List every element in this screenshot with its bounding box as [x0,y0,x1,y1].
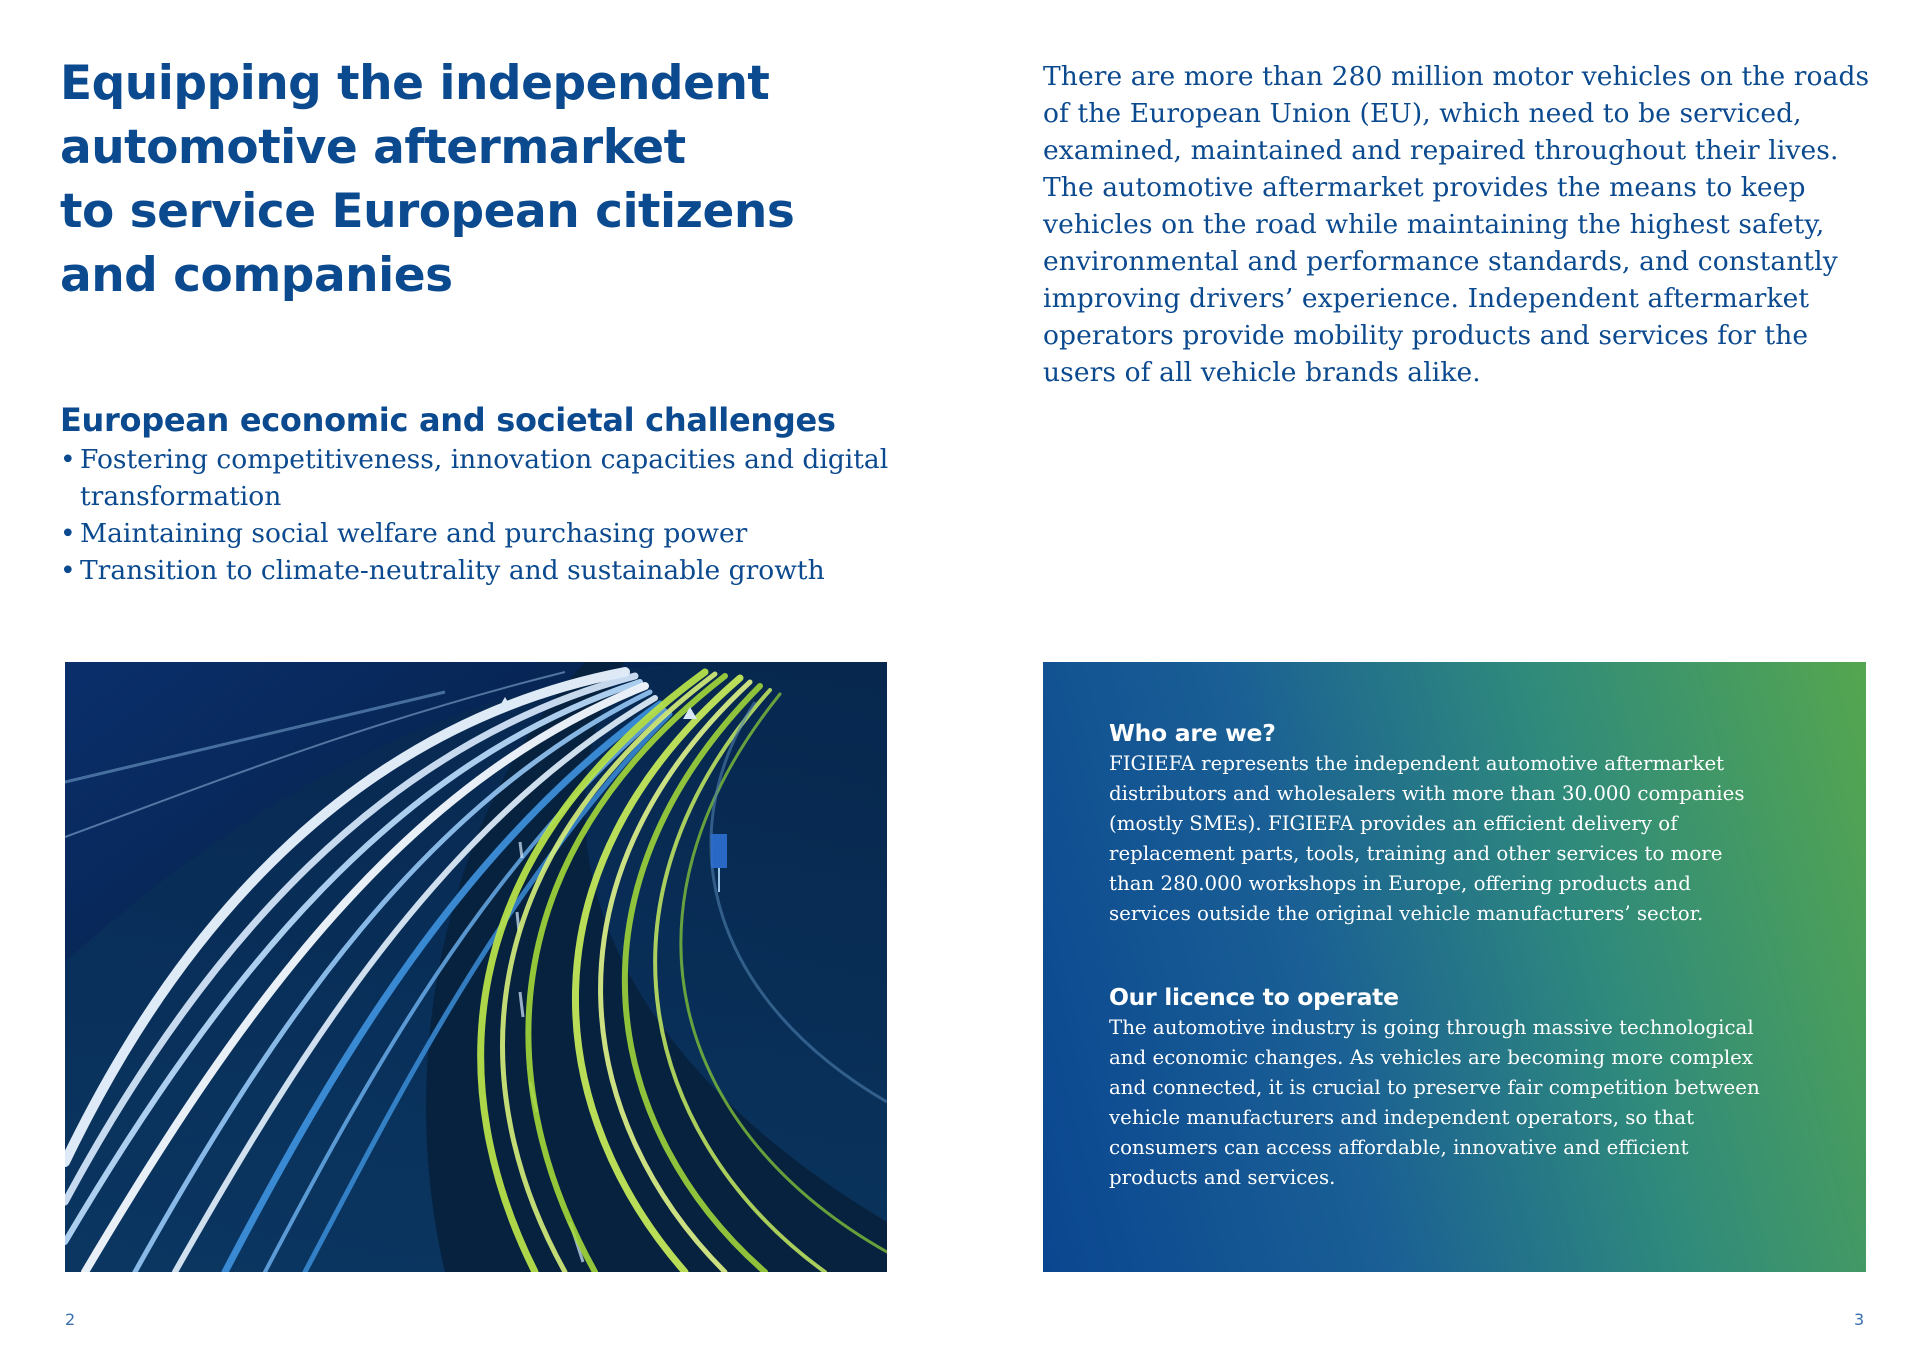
title-line: Equipping the independent [60,56,770,111]
bullet-icon: • [60,518,76,549]
list-item-text: Fostering competitiveness, innovation capacities and digital transformation [80,444,889,512]
title-line: and companies [60,248,453,303]
bullet-icon: • [60,555,76,586]
list-item [60,552,900,589]
intro-paragraph: There are more than 280 million motor vehicles on the roads of the European Union (EU), which need to be serviced, examined, maintained and repaired throughout their lives. The automotive aftermarket provides the means to keep vehicles on the road while maintaining the highest safety, environmental and performance standards, and constantly improving drivers’ experience. Independent aftermarket operators provide mobility products and services for the users of all vehicle brands alike. [1043,61,1870,388]
list-item-text: Maintaining social welfare and purchasing power [80,518,748,549]
highway-photo-illustration [65,662,887,1272]
challenges-list [60,441,900,589]
highway-light-trails-photo [65,662,887,1272]
list-item [60,515,900,552]
title-line: automotive aftermarket [60,120,686,175]
page-number-right: 3 [1854,1310,1865,1329]
who-are-we-text: FIGIEFA represents the independent automotive aftermarket distributors and wholesalers with more than 30.000 companies (mostly SMEs). FIGIEFA provides an efficient delivery of replacement parts, tools, training and other services to more than 280.000 workshops in Europe, offering products and services outside the original vehicle manufacturers’ sector. [1109,752,1745,925]
licence-heading: Our licence to operate [1109,983,1399,1011]
list-item-text: Transition to climate-neutrality and sustainable growth [80,555,825,586]
title-line: to service European citizens [60,184,795,239]
who-are-we-heading: Who are we? [1109,719,1276,747]
licence-text: The automotive industry is going through massive technological and economic changes. As vehicles are becoming more complex and connected, it is crucial to preserve fair competition between vehicle manufacturers and independent operators, so that consumers can access affordable, innovative and efficient products and services. [1109,1016,1760,1189]
bullet-icon: • [60,444,76,475]
page-title [60,52,940,308]
challenges-heading: European economic and societal challenges [60,401,836,439]
info-panel [1043,662,1866,1272]
page-number-left: 2 [65,1310,76,1329]
list-item [60,441,900,515]
